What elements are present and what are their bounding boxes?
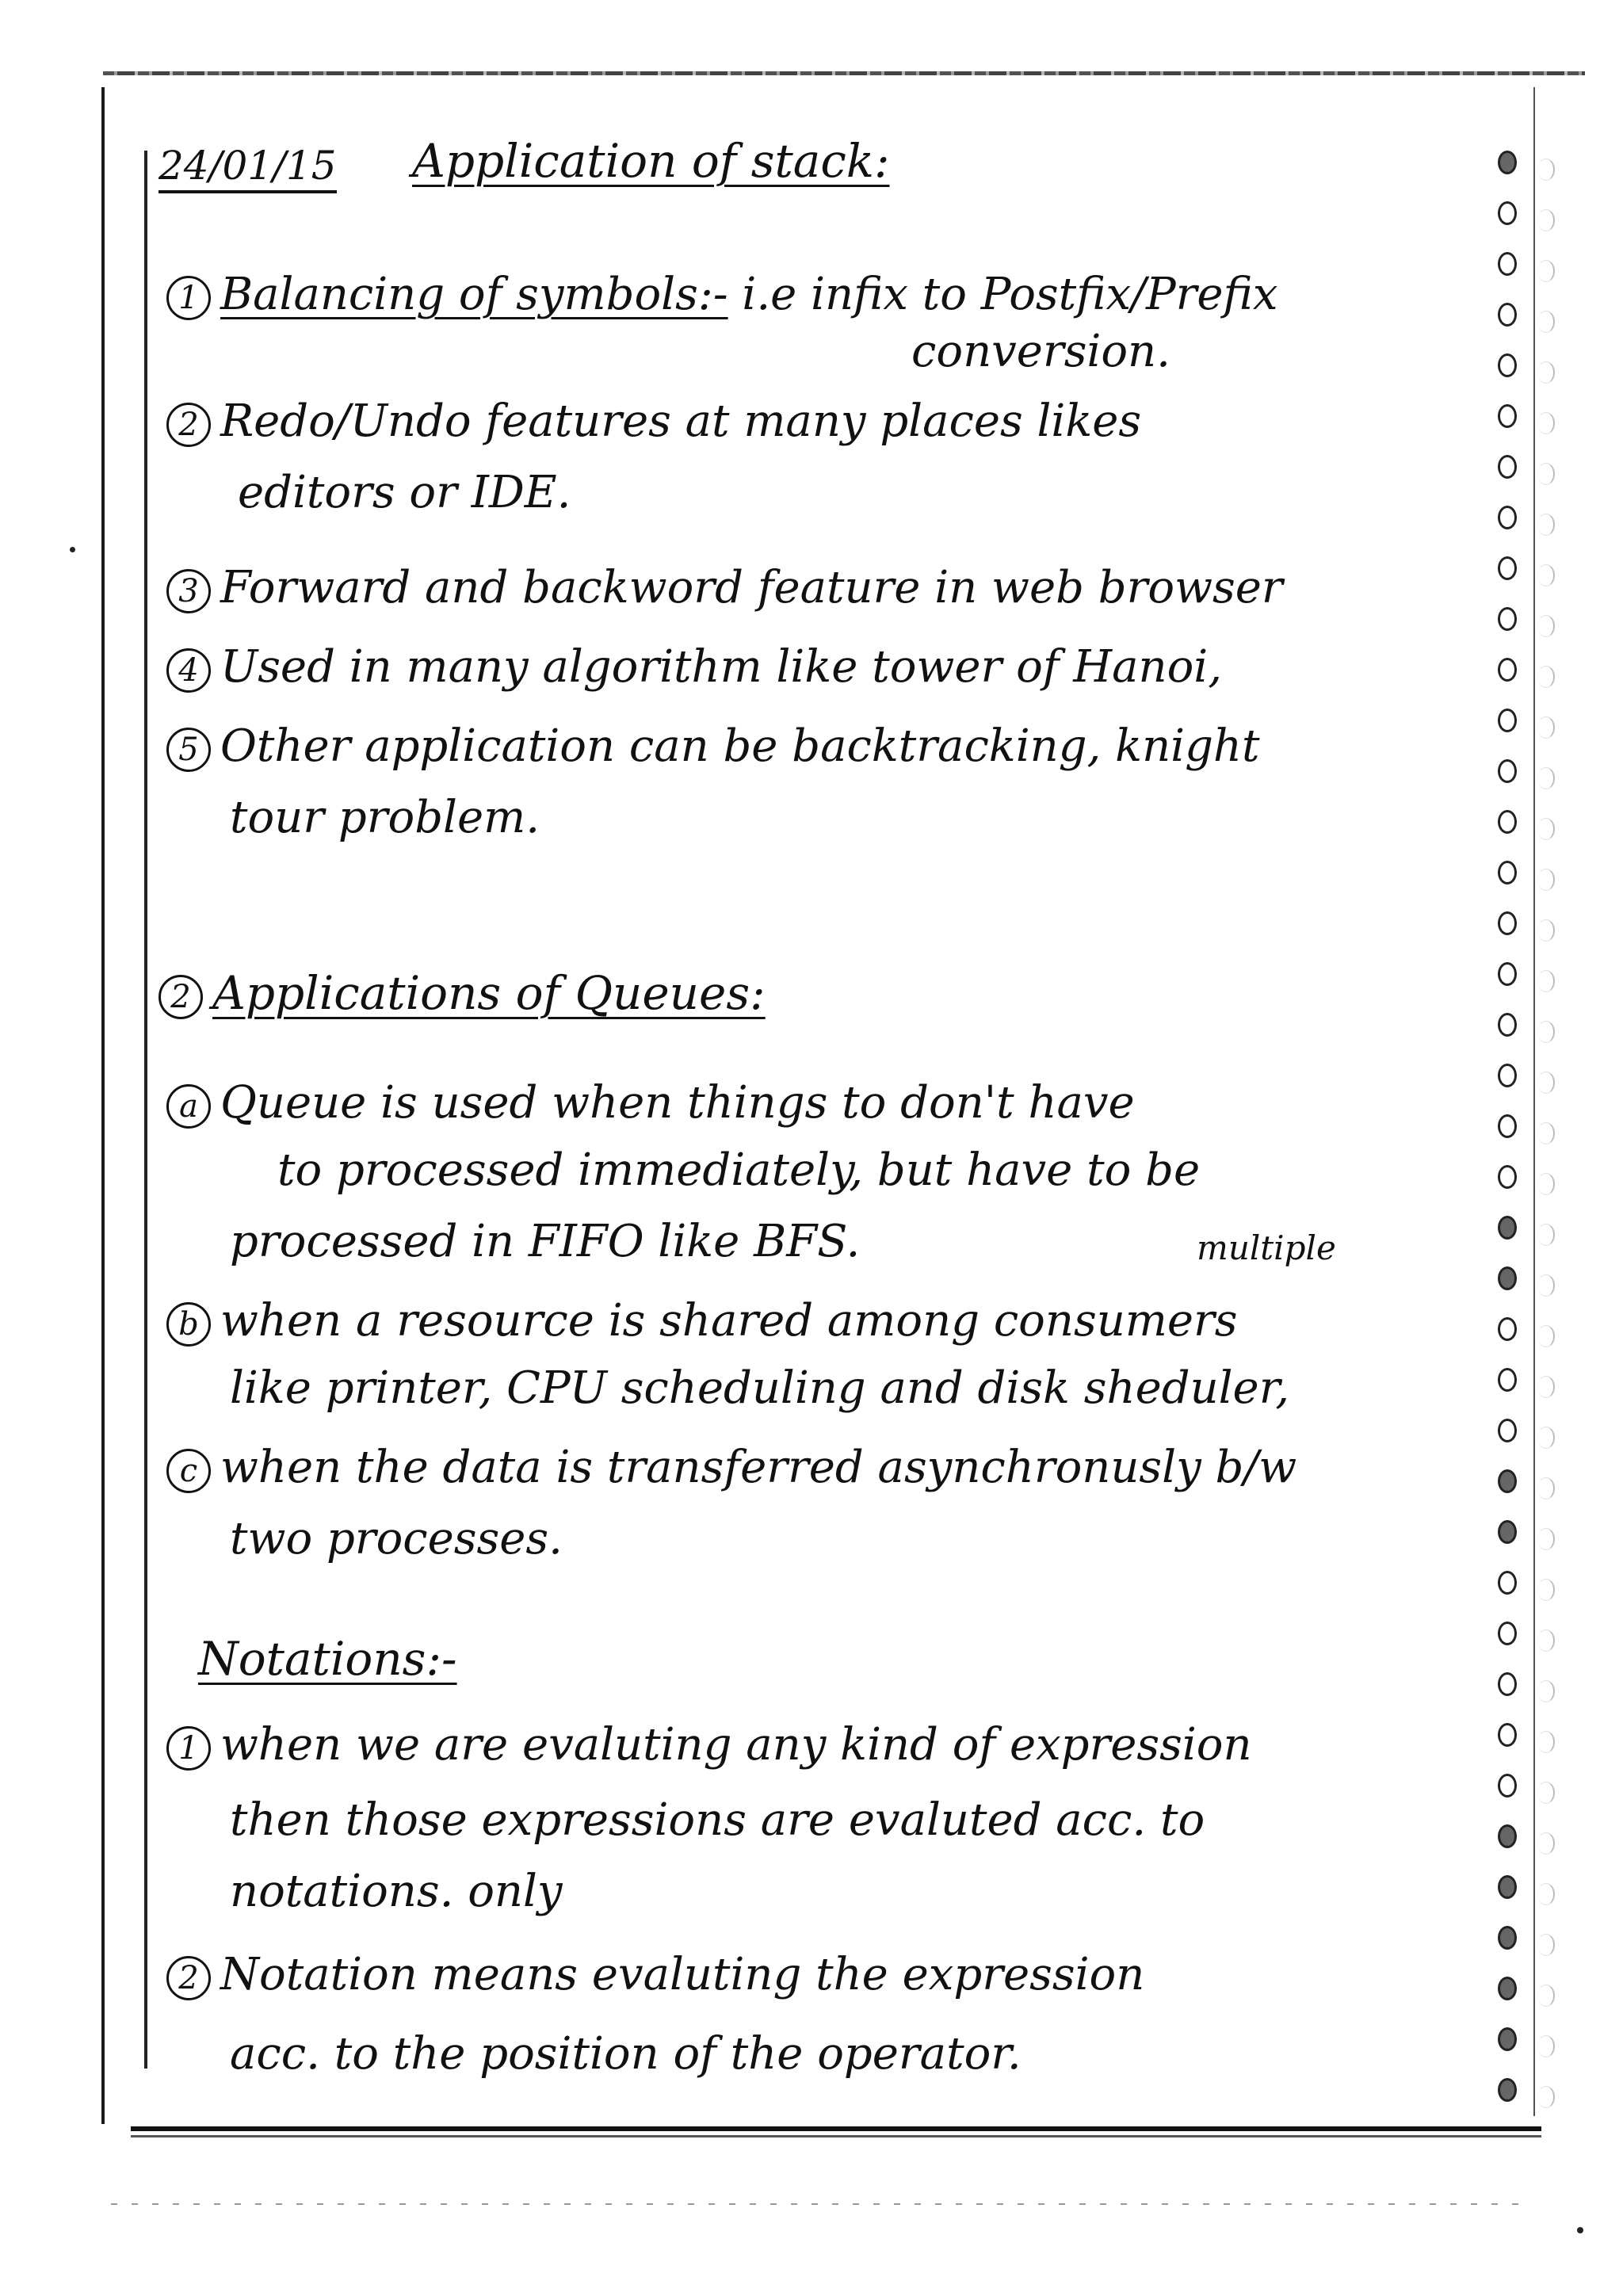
- binding-hole: [1498, 1469, 1517, 1493]
- notations-heading-text: Notations:-: [198, 1632, 457, 1686]
- binding-ring: [1537, 1427, 1555, 1449]
- stack-item-2-cont: editors or IDE.: [238, 467, 571, 518]
- item-number: 1: [166, 276, 211, 320]
- binding-hole: [1498, 2078, 1517, 2102]
- stack-item-2: [166, 396, 1141, 447]
- item-label: Balancing of symbols:-: [220, 269, 728, 320]
- binding-ring: [1537, 159, 1555, 181]
- item-number: 4: [166, 648, 211, 693]
- binding-ring: [1537, 818, 1555, 840]
- binding-ring: [1537, 1680, 1555, 1702]
- binding-hole: [1498, 1216, 1517, 1240]
- binding-ring: [1537, 1985, 1555, 2007]
- stack-item-1-cont: conversion.: [911, 326, 1170, 377]
- binding-hole: [1498, 759, 1517, 783]
- scan-speck: [1577, 2227, 1583, 2233]
- scan-speck: [70, 547, 75, 552]
- section-number: 2: [158, 975, 203, 1019]
- binding-ring: [1537, 260, 1555, 282]
- stack-item-5-cont: tour problem.: [230, 792, 540, 843]
- left-margin-line: [101, 87, 105, 2124]
- binding-hole: [1498, 303, 1517, 327]
- item-number: 3: [166, 569, 211, 613]
- item-text: Queue is used when things to don't have: [220, 1077, 1135, 1129]
- binding-hole: [1498, 1672, 1517, 1696]
- binding-hole: [1498, 506, 1517, 529]
- binding-ring: [1537, 1731, 1555, 1753]
- notation-item-1: [166, 1720, 1252, 1771]
- binding-hole: [1498, 1926, 1517, 1950]
- footer-dash-line: [111, 2203, 1522, 2205]
- binding-hole: [1498, 962, 1517, 986]
- binding-hole: [1498, 2027, 1517, 2051]
- item-number: 5: [166, 728, 211, 772]
- binding-ring: [1537, 463, 1555, 485]
- binding-hole: [1498, 1977, 1517, 2000]
- binding-ring: [1537, 1528, 1555, 1550]
- binding-ring: [1537, 1274, 1555, 1297]
- binding-ring: [1537, 1579, 1555, 1601]
- binding-hole: [1498, 1520, 1517, 1544]
- binding-ring: [1537, 1224, 1555, 1246]
- binding-ring: [1537, 1122, 1555, 1144]
- binding-hole: [1498, 1165, 1517, 1189]
- binding-ring: [1537, 869, 1555, 891]
- stack-item-1: [166, 269, 1277, 320]
- binding-hole: [1498, 1317, 1517, 1341]
- notation-item-1-cont2: notations. only: [230, 1866, 563, 1917]
- item-number: c: [166, 1449, 211, 1493]
- binding-ring: [1537, 1477, 1555, 1499]
- binding-hole: [1498, 1723, 1517, 1747]
- binding-ring: [1537, 1021, 1555, 1043]
- binding-hole: [1498, 1622, 1517, 1645]
- queue-item-a-cont1: to processed immediately, but have to be: [277, 1144, 1201, 1196]
- item-text: when a resource is shared among consumers: [220, 1295, 1238, 1347]
- inserted-word: multiple: [1197, 1228, 1336, 1267]
- binding-ring: [1537, 1325, 1555, 1347]
- stack-item-5: [166, 721, 1260, 772]
- binding-hole: [1498, 1571, 1517, 1595]
- binding-ring: [1537, 970, 1555, 992]
- binding-ring: [1537, 615, 1555, 637]
- item-text: Redo/Undo features at many places likes: [220, 395, 1142, 447]
- queue-item-c-cont: two processes.: [230, 1513, 563, 1564]
- binding-ring: [1537, 514, 1555, 536]
- binding-ring: [1537, 564, 1555, 586]
- item-text: when we are evaluting any kind of expression: [220, 1719, 1252, 1771]
- bottom-rule: [131, 2126, 1541, 2131]
- binding-hole: [1498, 658, 1517, 682]
- binding-hole: [1498, 810, 1517, 834]
- binding-hole: [1498, 404, 1517, 428]
- binding-hole: [1498, 1064, 1517, 1087]
- binding-ring: [1537, 1629, 1555, 1652]
- bottom-rule-shadow: [131, 2135, 1541, 2137]
- binding-ring: [1537, 1173, 1555, 1195]
- queue-item-a: [166, 1078, 1135, 1129]
- binding-ring: [1537, 2035, 1555, 2057]
- binding-ring: [1537, 361, 1555, 384]
- stack-item-3: [166, 563, 1283, 613]
- binding-hole: [1498, 1774, 1517, 1797]
- binding-ring: [1537, 716, 1555, 739]
- binding-hole: [1498, 861, 1517, 884]
- item-text: Other application can be backtracking, knight: [220, 720, 1260, 772]
- binding-ring: [1537, 767, 1555, 789]
- binding-ring: [1537, 919, 1555, 942]
- stack-item-4: [166, 642, 1222, 693]
- binding-ring: [1537, 209, 1555, 231]
- item-text: i.e infix to Postfix/Prefix: [727, 269, 1278, 320]
- notations-heading: [198, 1633, 457, 1685]
- binding-ring: [1537, 2086, 1555, 2108]
- binding-hole: [1498, 353, 1517, 377]
- item-number: b: [166, 1302, 211, 1347]
- binding-ring: [1537, 1376, 1555, 1398]
- queue-item-b: [166, 1296, 1238, 1347]
- binding-hole: [1498, 556, 1517, 580]
- notation-item-1-cont1: then those expressions are evaluted acc. to: [230, 1794, 1205, 1846]
- binding-hole: [1498, 201, 1517, 225]
- notation-item-2: [166, 1950, 1144, 2000]
- page-title: [412, 135, 890, 187]
- scan-top-edge: [103, 71, 1585, 75]
- binding-ring: [1537, 1934, 1555, 1956]
- binding-ring: [1537, 311, 1555, 333]
- spiral-binding: [1490, 151, 1561, 2148]
- notation-item-2-cont: acc. to the position of the operator.: [230, 2028, 1022, 2080]
- queues-heading: [158, 967, 766, 1019]
- binding-ring: [1537, 1883, 1555, 1905]
- item-number: a: [166, 1084, 211, 1129]
- item-number: 2: [166, 403, 211, 447]
- item-number: 2: [166, 1956, 211, 2000]
- binding-ring: [1537, 1832, 1555, 1855]
- item-text: Notation means evaluting the expression: [220, 1949, 1145, 2000]
- binding-ring: [1537, 1072, 1555, 1094]
- item-text: Used in many algorithm like tower of Hanoi,: [220, 641, 1223, 693]
- binding-hole: [1498, 607, 1517, 631]
- binding-hole: [1498, 911, 1517, 935]
- binding-hole: [1498, 1368, 1517, 1392]
- page-date: 24/01/15: [158, 143, 337, 193]
- queue-item-c: [166, 1442, 1296, 1493]
- binding-ring: [1537, 412, 1555, 434]
- binding-ring: [1537, 666, 1555, 688]
- binding-hole: [1498, 709, 1517, 732]
- binding-hole: [1498, 1824, 1517, 1848]
- queues-heading-text: Applications of Queues:: [212, 966, 766, 1020]
- item-text: when the data is transferred asynchronusly b/w: [220, 1442, 1297, 1493]
- binding-hole: [1498, 252, 1517, 276]
- binding-ring: [1537, 1782, 1555, 1804]
- binding-hole: [1498, 151, 1517, 174]
- item-number: 1: [166, 1726, 211, 1771]
- page-title-text: Application of stack:: [412, 134, 890, 188]
- binding-hole: [1498, 455, 1517, 479]
- queue-item-a-cont2: processed in FIFO like BFS.: [230, 1216, 861, 1267]
- binding-hole: [1498, 1419, 1517, 1442]
- item-text: Forward and backword feature in web browser: [220, 562, 1283, 613]
- binding-hole: [1498, 1013, 1517, 1037]
- binding-hole: [1498, 1114, 1517, 1138]
- queue-item-b-cont: like printer, CPU scheduling and disk sheduler,: [230, 1362, 1290, 1414]
- inner-margin-line: [144, 151, 147, 2069]
- binding-hole: [1498, 1266, 1517, 1290]
- binding-hole: [1498, 1875, 1517, 1899]
